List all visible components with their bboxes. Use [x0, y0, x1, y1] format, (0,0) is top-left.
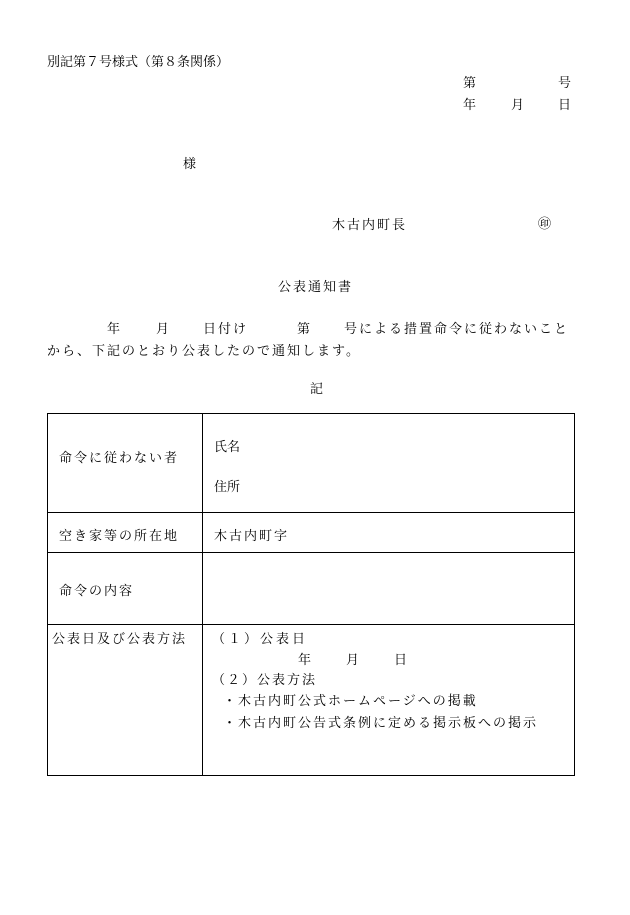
document-title: 公表通知書	[278, 280, 354, 295]
location-label-cell	[48, 513, 203, 553]
row-order-content	[48, 553, 575, 625]
publication-date-item: （１）公表日	[212, 632, 309, 647]
issuer-title: 木古内町長	[332, 218, 408, 233]
location-value: 木古内町字	[214, 529, 290, 544]
order-label-cell	[48, 553, 203, 625]
publication-label-cell	[48, 625, 203, 776]
doc-date-day: 日	[558, 98, 572, 113]
body-line2: から、下記のとおり公表したので通知します。	[47, 344, 361, 359]
violator-label-cell	[48, 414, 203, 513]
address-label: 住所	[214, 480, 241, 495]
doc-number-go: 号	[558, 76, 572, 91]
violator-value-cell	[203, 414, 575, 513]
doc-date-year: 年	[463, 98, 477, 113]
row-violator	[48, 414, 575, 513]
notice-table	[47, 413, 575, 776]
name-label: 氏名	[214, 440, 241, 455]
body-date-suffix: 日付け	[203, 322, 249, 337]
publication-method-item: （２）公表方法	[212, 673, 318, 688]
violator-label: 命令に従わない者	[59, 451, 180, 466]
order-content-label: 命令の内容	[59, 584, 135, 599]
publication-value-cell	[203, 625, 575, 776]
row-location	[48, 513, 575, 553]
seal-mark: ㊞	[538, 217, 552, 232]
body-month: 月	[156, 322, 170, 337]
addressee-suffix: 様	[183, 157, 197, 172]
ki-heading: 記	[310, 382, 324, 397]
body-line1-rest: 号による措置命令に従わないこと	[344, 322, 570, 337]
publication-date-day: 日	[394, 653, 408, 668]
order-value-cell	[203, 553, 575, 625]
location-label: 空き家等の所在地	[59, 529, 180, 544]
body-year: 年	[107, 322, 121, 337]
publication-date-month: 月	[346, 653, 360, 668]
method-bullet-noticeboard: ・木古内町公告式条例に定める掲示板への掲示	[223, 716, 539, 731]
method-bullet-homepage: ・木古内町公式ホームページへの掲載	[223, 694, 478, 709]
row-publication	[48, 625, 575, 776]
doc-date-month: 月	[511, 98, 525, 113]
publication-date-year: 年	[298, 653, 312, 668]
location-value-cell	[203, 513, 575, 553]
publication-label: 公表日及び公表方法	[52, 632, 188, 647]
doc-number-dai: 第	[463, 76, 477, 91]
form-reference: 別記第７号様式（第８条関係）	[47, 55, 230, 70]
body-dai: 第	[297, 322, 311, 337]
